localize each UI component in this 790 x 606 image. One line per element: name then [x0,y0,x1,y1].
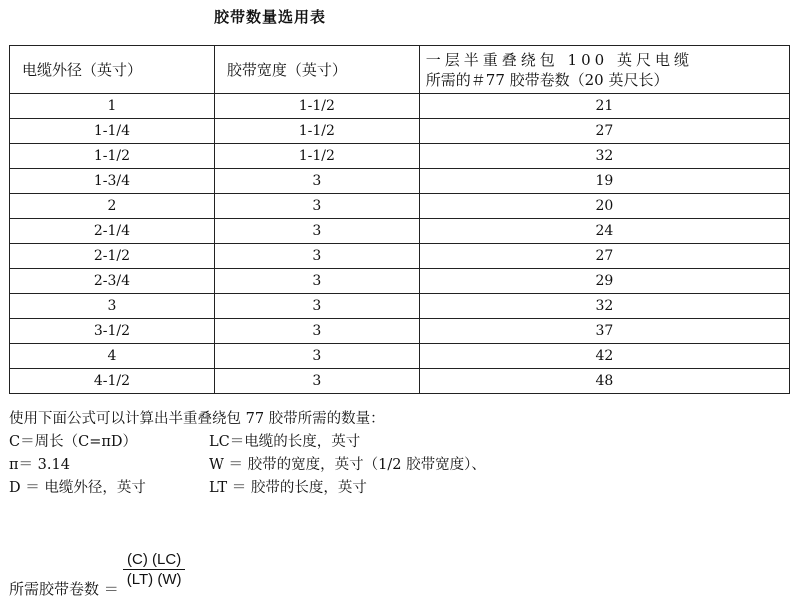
cell-cable-diameter: 1-1/4 [10,119,215,144]
table-header-row [10,46,790,94]
table-row [10,294,790,319]
header-roll-count-line2: 所需的＃77 胶带卷数（20 英尺长） [425,70,669,89]
cell-roll-count: 19 [419,169,789,194]
definition-row [9,431,486,454]
cell-tape-width: 1-1/2 [214,94,419,119]
cell-tape-width: 3 [214,269,419,294]
table-row [10,369,790,394]
cell-roll-count: 24 [419,219,789,244]
header-cable-diameter: 电缆外径（英寸） [10,46,215,94]
cell-roll-count: 21 [419,94,789,119]
definition-row [9,477,486,500]
cell-tape-width: 3 [214,219,419,244]
table-row [10,119,790,144]
roll-count-formula [9,540,185,599]
cell-cable-diameter: 1 [10,94,215,119]
formula-numerator: (C) (LC) [123,551,185,570]
cell-tape-width: 3 [214,369,419,394]
cell-tape-width: 3 [214,194,419,219]
cell-cable-diameter: 4 [10,344,215,369]
cell-cable-diameter: 2-1/2 [10,244,215,269]
cell-roll-count: 37 [419,319,789,344]
cell-cable-diameter: 2 [10,194,215,219]
cell-tape-width: 3 [214,344,419,369]
tape-quantity-table [9,45,790,394]
cell-cable-diameter: 4-1/2 [10,369,215,394]
definition-row [9,454,486,477]
table-row [10,169,790,194]
cell-cable-diameter: 2-3/4 [10,269,215,294]
cell-roll-count: 20 [419,194,789,219]
table-row [10,319,790,344]
table-row [10,144,790,169]
header-roll-count [419,46,789,94]
cell-cable-diameter: 3-1/2 [10,319,215,344]
table-row [10,219,790,244]
header-roll-count-line1: 一层半重叠绕包 100 英尺电缆 [425,50,693,69]
cell-tape-width: 1-1/2 [214,144,419,169]
cell-tape-width: 3 [214,294,419,319]
definition-diameter: D ＝ 电缆外径，英寸 [9,480,146,496]
formula-label: 所需胶带卷数 ＝ [9,580,119,598]
table-row [10,269,790,294]
definition-pi: π＝ 3.14 [9,457,70,473]
page-title: 胶带数量选用表 [214,8,327,26]
cell-tape-width: 3 [214,169,419,194]
formula-denominator: (LT) (W) [126,571,182,588]
definition-circumference: C＝周长（C=πD） [9,434,137,450]
cell-cable-diameter: 3 [10,294,215,319]
cell-roll-count: 48 [419,369,789,394]
table-row [10,344,790,369]
cell-cable-diameter: 1-3/4 [10,169,215,194]
cell-roll-count: 27 [419,119,789,144]
cell-cable-diameter: 1-1/2 [10,144,215,169]
header-tape-width: 胶带宽度（英寸） [214,46,419,94]
cell-roll-count: 32 [419,294,789,319]
table-row [10,94,790,119]
cell-roll-count: 29 [419,269,789,294]
table-row [10,194,790,219]
cell-tape-width: 1-1/2 [214,119,419,144]
formula-fraction [123,551,186,588]
table-row [10,244,790,269]
cell-roll-count: 32 [419,144,789,169]
cell-roll-count: 27 [419,244,789,269]
cell-roll-count: 42 [419,344,789,369]
formula-notes [9,408,486,500]
cell-tape-width: 3 [214,244,419,269]
notes-intro: 使用下面公式可以计算出半重叠绕包 77 胶带所需的数量： [9,411,385,427]
definition-tape-length: LT ＝ 胶带的长度，英寸 [209,480,367,496]
definition-tape-width: W ＝ 胶带的宽度，英寸（1/2 胶带宽度）、 [209,457,486,473]
cell-cable-diameter: 2-1/4 [10,219,215,244]
definition-cable-length: LC＝电缆的长度，英寸 [209,434,361,450]
cell-tape-width: 3 [214,319,419,344]
